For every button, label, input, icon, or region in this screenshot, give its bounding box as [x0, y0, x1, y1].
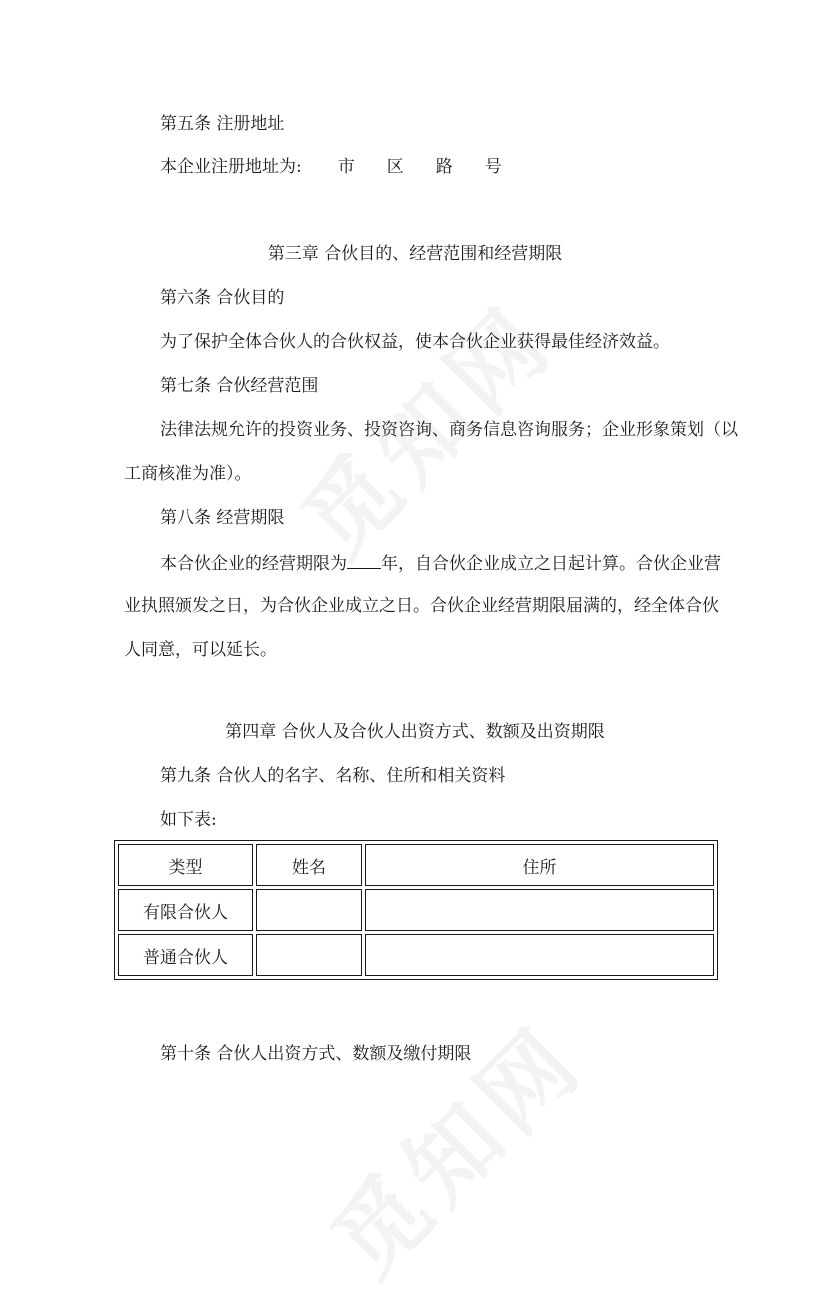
watermark-lower: [298, 991, 608, 1301]
table-row: [118, 934, 714, 976]
row-address: [365, 934, 714, 976]
article-5-address-line: [160, 157, 502, 177]
term-blank: [347, 552, 381, 569]
table-header-row: [118, 844, 714, 886]
header-type: 类型: [118, 844, 253, 886]
article-9-intro: 如下表:: [160, 810, 217, 830]
address-label: 本企业注册地址为:: [160, 157, 302, 177]
article-8-heading: 第八条 经营期限: [160, 508, 285, 528]
row-name: [256, 889, 362, 931]
term-prefix: 本合伙企业的经营期限为: [160, 554, 347, 574]
article-6-text: 为了保护全体合伙人的合伙权益，使本合伙企业获得最佳经济效益。: [160, 332, 670, 352]
term-suffix: 年，自合伙企业成立之日起计算。合伙企业营: [381, 554, 721, 574]
article-8-text-line-3: 人同意，可以延长。: [124, 640, 277, 660]
header-address: 住所: [365, 844, 714, 886]
header-name: 姓名: [256, 844, 362, 886]
article-7-heading: 第七条 合伙经营范围: [160, 376, 319, 396]
row-type: 普通合伙人: [118, 934, 253, 976]
chapter-4-title: 第四章 合伙人及合伙人出资方式、数额及出资期限: [225, 722, 605, 742]
article-8-text-line-1: [160, 552, 721, 574]
address-city: 市: [337, 157, 355, 177]
article-6-heading: 第六条 合伙目的: [160, 288, 285, 308]
partners-table: [114, 840, 718, 980]
table-row: [118, 889, 714, 931]
row-type: 有限合伙人: [118, 889, 253, 931]
article-5-heading: 第五条 注册地址: [160, 114, 285, 134]
chapter-3-title: 第三章 合伙目的、经营范围和经营期限: [267, 244, 563, 264]
address-road: 路: [435, 157, 453, 177]
article-7-text-line-2: 工商核准为准）。: [124, 464, 252, 484]
article-9-heading: 第九条 合伙人的名字、名称、住所和相关资料: [160, 766, 506, 786]
row-name: [256, 934, 362, 976]
article-10-heading: 第十条 合伙人出资方式、数额及缴付期限: [160, 1044, 472, 1064]
address-number: 号: [484, 157, 502, 177]
article-7-text-line-1: 法律法规允许的投资业务、投资咨询、商务信息咨询服务；企业形象策划（以: [160, 420, 738, 440]
article-8-text-line-2: 业执照颁发之日，为合伙企业成立之日。合伙企业经营期限届满的，经全体合伙: [124, 596, 719, 616]
address-district: 区: [386, 157, 404, 177]
row-address: [365, 889, 714, 931]
